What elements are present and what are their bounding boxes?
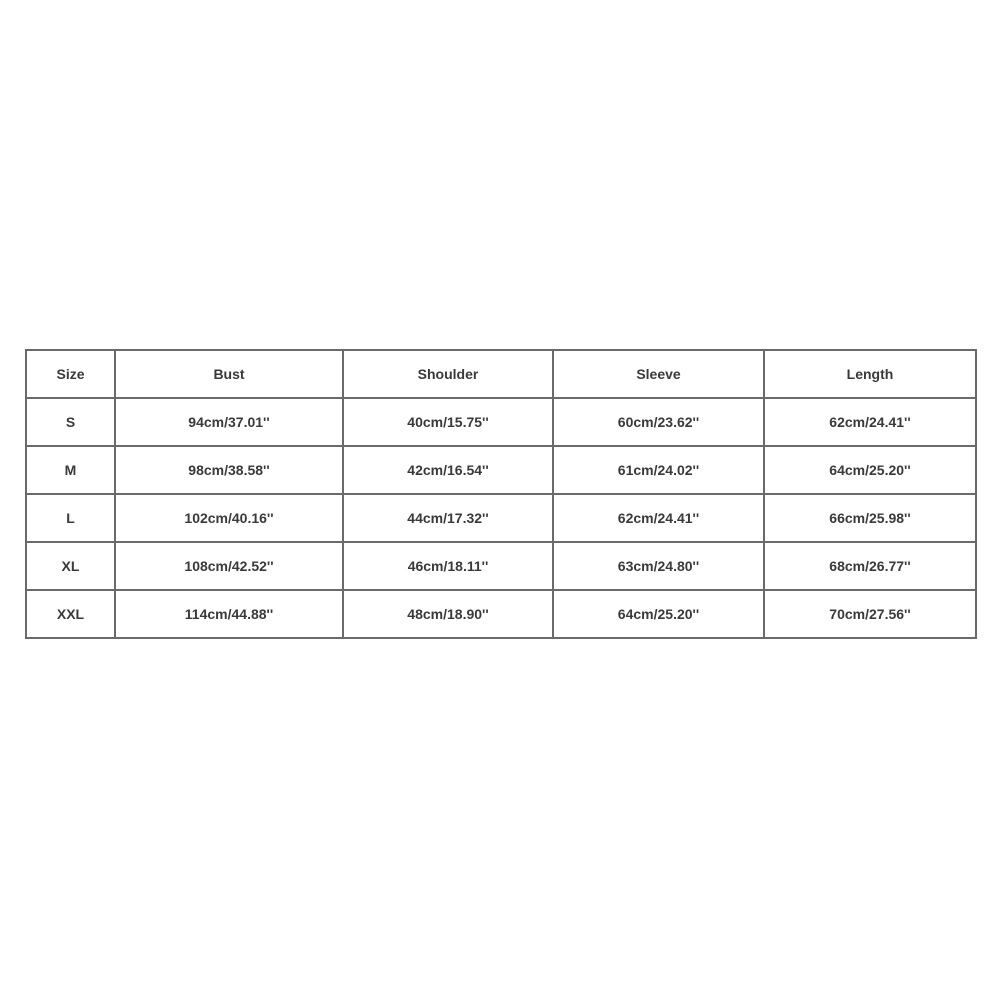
cell-length: 66cm/25.98'' [764,494,976,542]
table-header-row [26,350,976,398]
table-row [26,590,976,638]
header-shoulder: Shoulder [343,350,553,398]
header-sleeve: Sleeve [553,350,764,398]
cell-shoulder: 46cm/18.11'' [343,542,553,590]
cell-sleeve: 63cm/24.80'' [553,542,764,590]
table-row [26,542,976,590]
cell-size: M [26,446,115,494]
cell-bust: 108cm/42.52'' [115,542,343,590]
cell-length: 64cm/25.20'' [764,446,976,494]
table-row [26,494,976,542]
cell-shoulder: 40cm/15.75'' [343,398,553,446]
header-length: Length [764,350,976,398]
table-row [26,446,976,494]
header-bust: Bust [115,350,343,398]
cell-length: 62cm/24.41'' [764,398,976,446]
cell-bust: 98cm/38.58'' [115,446,343,494]
header-size: Size [26,350,115,398]
size-chart-table [25,349,977,639]
cell-length: 70cm/27.56'' [764,590,976,638]
cell-size: XXL [26,590,115,638]
cell-sleeve: 64cm/25.20'' [553,590,764,638]
cell-length: 68cm/26.77'' [764,542,976,590]
cell-shoulder: 48cm/18.90'' [343,590,553,638]
cell-sleeve: 61cm/24.02'' [553,446,764,494]
cell-bust: 94cm/37.01'' [115,398,343,446]
cell-shoulder: 42cm/16.54'' [343,446,553,494]
cell-shoulder: 44cm/17.32'' [343,494,553,542]
cell-bust: 102cm/40.16'' [115,494,343,542]
table-row [26,398,976,446]
cell-size: L [26,494,115,542]
cell-sleeve: 60cm/23.62'' [553,398,764,446]
cell-size: S [26,398,115,446]
cell-size: XL [26,542,115,590]
cell-bust: 114cm/44.88'' [115,590,343,638]
cell-sleeve: 62cm/24.41'' [553,494,764,542]
